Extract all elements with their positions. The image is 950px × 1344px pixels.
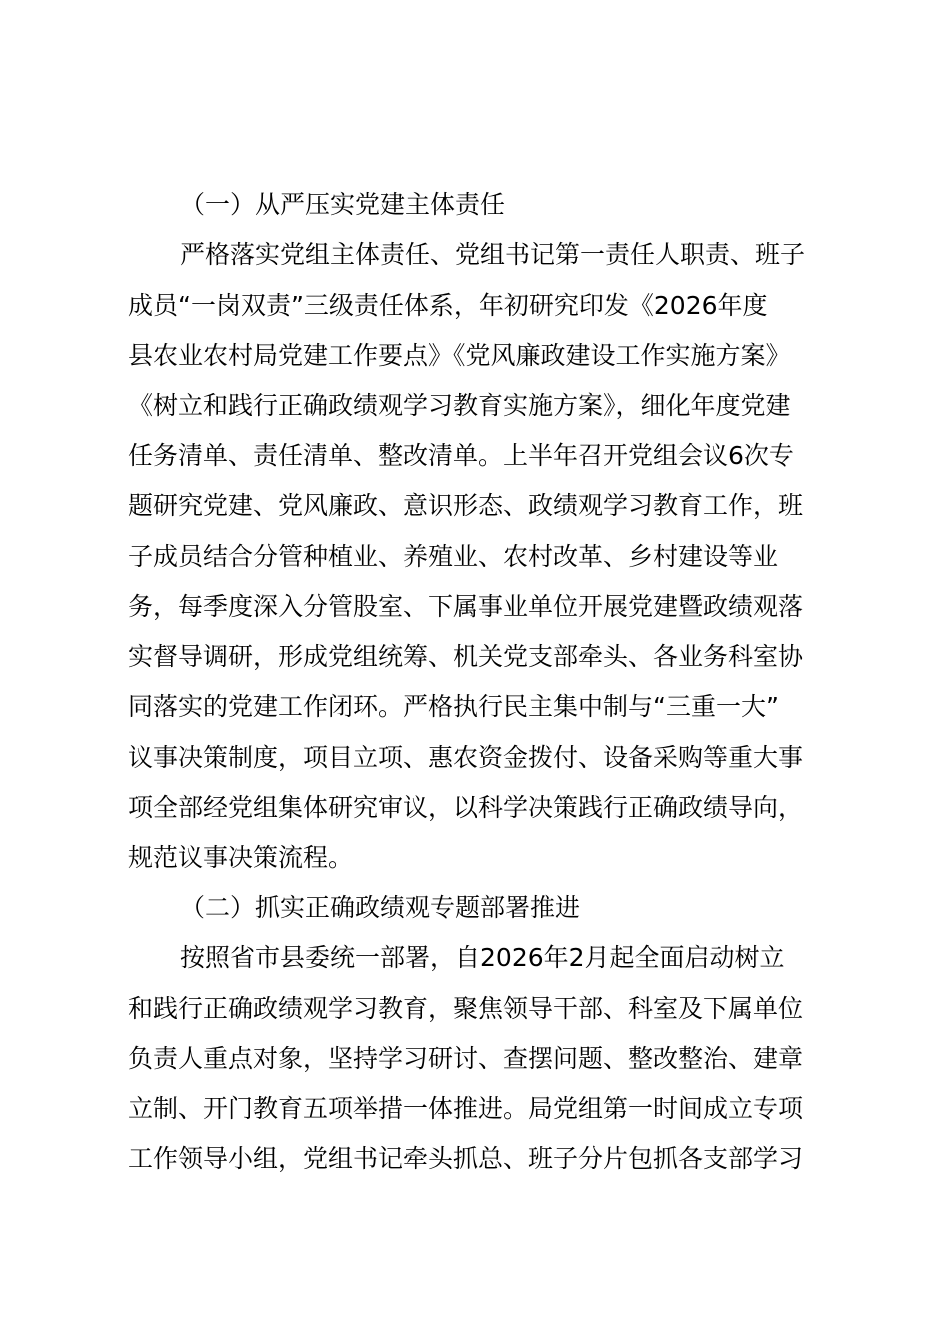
paragraph-line: 和践行正确政绩观学习教育，聚焦领导干部、科室及下属单位 [128, 994, 804, 1023]
paragraph-line: 同落实的党建工作闭环。严格执行民主集中制与“三重一大” [128, 692, 779, 721]
paragraph-line: 项全部经党组集体研究审议，以科学决策践行正确政绩导向， [128, 793, 804, 822]
section-heading-1: （一）从严压实党建主体责任 [180, 190, 506, 219]
paragraph-line: 议事决策制度，项目立项、惠农资金拨付、设备采购等重大事 [128, 743, 804, 772]
paragraph-line: 严格落实党组主体责任、党组书记第一责任人职责、班子 [180, 240, 806, 269]
paragraph-line: 实督导调研，形成党组统筹、机关党支部牵头、各业务科室协 [128, 642, 804, 671]
paragraph-line: 《树立和践行正确政绩观学习教育实施方案》，细化年度党建 [128, 391, 791, 420]
paragraph-line: 县农业农村局党建工作要点》《党风廉政建设工作实施方案》 [128, 341, 791, 370]
paragraph-line: 子成员结合分管种植业、养殖业、农村改革、乡村建设等业 [128, 542, 779, 571]
paragraph-line: 工作领导小组，党组书记牵头抓总、班子分片包抓各支部学习 [128, 1144, 804, 1173]
paragraph-line: 题研究党建、党风廉政、意识形态、政绩观学习教育工作，班 [128, 491, 804, 520]
paragraph-line: 规范议事决策流程。 [128, 843, 354, 872]
paragraph-line: 任务清单、责任清单、整改清单。上半年召开党组会议6次专 [128, 441, 794, 470]
paragraph-line: 负责人重点对象，坚持学习研讨、查摆问题、整改整治、建章 [128, 1044, 804, 1073]
paragraph-line: 成员“一岗双责”三级责任体系，年初研究印发《2026年度 [128, 291, 768, 320]
paragraph-line: 务，每季度深入分管股室、下属事业单位开展党建暨政绩观落 [128, 592, 804, 621]
section-heading-2: （二）抓实正确政绩观专题部署推进 [180, 893, 581, 922]
paragraph-line: 立制、开门教育五项举措一体推进。局党组第一时间成立专项 [128, 1094, 804, 1123]
paragraph-line: 按照省市县委统一部署，自2026年2月起全面启动树立 [180, 943, 785, 972]
